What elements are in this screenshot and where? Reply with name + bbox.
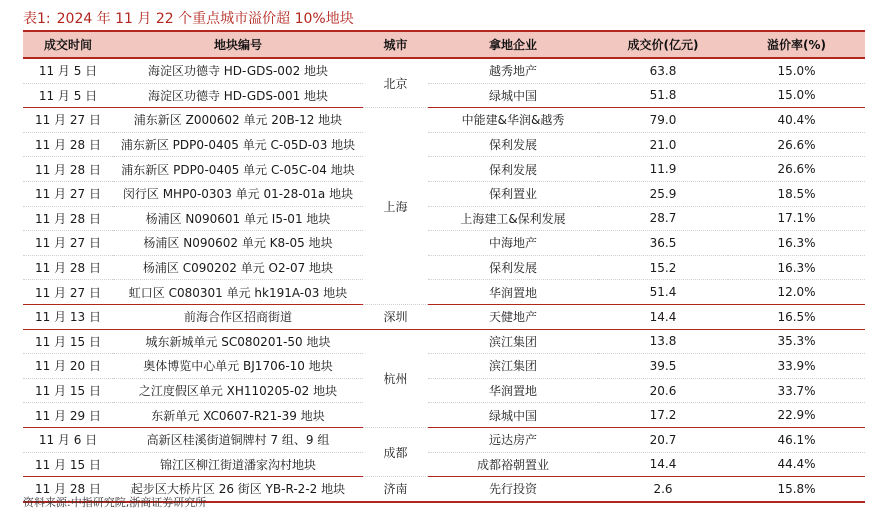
cell-company: 华润置地 (428, 280, 598, 305)
cell-plot: 杨浦区 N090602 单元 K8-05 地块 (113, 231, 363, 256)
table-row (23, 403, 865, 428)
header-price: 成交价(亿元) (598, 32, 728, 58)
cell-date: 11 月 27 日 (23, 108, 113, 133)
cell-price: 79.0 (598, 108, 728, 133)
cell-premium: 18.5% (728, 181, 865, 206)
cell-company: 保利发展 (428, 132, 598, 157)
cell-date: 11 月 13 日 (23, 304, 113, 329)
cell-plot: 浦东新区 Z000602 单元 20B-12 地块 (113, 108, 363, 133)
cell-city: 北京 (363, 58, 428, 108)
table-row (23, 108, 865, 133)
cell-city: 成都 (363, 427, 428, 476)
cell-plot: 城东新城单元 SC080201-50 地块 (113, 329, 363, 354)
cell-plot: 高新区桂溪街道铜牌村 7 组、9 组 (113, 427, 363, 452)
cell-premium: 26.6% (728, 132, 865, 157)
cell-price: 28.7 (598, 206, 728, 231)
cell-price: 36.5 (598, 231, 728, 256)
caption-label: 表1: (23, 11, 51, 27)
cell-price: 14.4 (598, 452, 728, 477)
cell-premium: 16.3% (728, 231, 865, 256)
cell-price: 39.5 (598, 354, 728, 379)
table-row (23, 58, 865, 83)
header-premium: 溢价率(%) (728, 32, 865, 58)
cell-plot: 虹口区 C080301 单元 hk191A-03 地块 (113, 280, 363, 305)
land-deals-table (23, 32, 865, 503)
cell-price: 14.4 (598, 304, 728, 329)
cell-price: 51.4 (598, 280, 728, 305)
cell-date: 11 月 5 日 (23, 58, 113, 83)
cell-date: 11 月 6 日 (23, 427, 113, 452)
cell-premium: 33.7% (728, 378, 865, 403)
cell-company: 中能建&华润&越秀 (428, 108, 598, 133)
cell-plot: 起步区大桥片区 26 街区 YB-R-2-2 地块 (113, 477, 363, 502)
table-row (23, 378, 865, 403)
header-row (23, 32, 865, 58)
table-row (23, 329, 865, 354)
cell-price: 25.9 (598, 181, 728, 206)
cell-company: 保利发展 (428, 255, 598, 280)
cell-date: 11 月 29 日 (23, 403, 113, 428)
cell-premium: 16.5% (728, 304, 865, 329)
table-row (23, 427, 865, 452)
table-caption (23, 8, 354, 28)
cell-premium: 33.9% (728, 354, 865, 379)
cell-city: 济南 (363, 477, 428, 502)
cell-price: 11.9 (598, 157, 728, 182)
cell-premium: 22.9% (728, 403, 865, 428)
cell-premium: 44.4% (728, 452, 865, 477)
cell-date: 11 月 20 日 (23, 354, 113, 379)
cell-plot: 浦东新区 PDP0-0405 单元 C-05D-03 地块 (113, 132, 363, 157)
cell-city: 深圳 (363, 304, 428, 329)
cell-city: 上海 (363, 108, 428, 305)
cell-plot: 之江度假区单元 XH110205-02 地块 (113, 378, 363, 403)
cell-premium: 15.8% (728, 477, 865, 502)
cell-plot: 海淀区功德寺 HD-GDS-002 地块 (113, 58, 363, 83)
cell-date: 11 月 28 日 (23, 255, 113, 280)
cell-premium: 15.0% (728, 58, 865, 83)
cell-premium: 12.0% (728, 280, 865, 305)
cell-date: 11 月 15 日 (23, 452, 113, 477)
cell-city: 杭州 (363, 329, 428, 427)
cell-company: 绿城中国 (428, 403, 598, 428)
cell-company: 中海地产 (428, 231, 598, 256)
cell-price: 20.6 (598, 378, 728, 403)
table-row (23, 181, 865, 206)
cell-date: 11 月 28 日 (23, 132, 113, 157)
cell-date: 11 月 28 日 (23, 157, 113, 182)
cell-plot: 浦东新区 PDP0-0405 单元 C-05C-04 地块 (113, 157, 363, 182)
cell-date: 11 月 15 日 (23, 378, 113, 403)
cell-company: 滨江集团 (428, 354, 598, 379)
cell-date: 11 月 27 日 (23, 181, 113, 206)
cell-date: 11 月 15 日 (23, 329, 113, 354)
cell-company: 先行投资 (428, 477, 598, 502)
cell-plot: 锦江区柳江街道潘家沟村地块 (113, 452, 363, 477)
cell-premium: 40.4% (728, 108, 865, 133)
table-row (23, 452, 865, 477)
table-row (23, 206, 865, 231)
cell-company: 华润置地 (428, 378, 598, 403)
cell-company: 远达房产 (428, 427, 598, 452)
cell-price: 2.6 (598, 477, 728, 502)
cell-company: 天健地产 (428, 304, 598, 329)
cell-plot: 杨浦区 N090601 单元 I5-01 地块 (113, 206, 363, 231)
table-row (23, 231, 865, 256)
cell-price: 63.8 (598, 58, 728, 83)
header-date: 成交时间 (23, 32, 113, 58)
header-company: 拿地企业 (428, 32, 598, 58)
cell-plot: 东新单元 XC0607-R21-39 地块 (113, 403, 363, 428)
table-row (23, 255, 865, 280)
header-city: 城市 (363, 32, 428, 58)
cell-price: 20.7 (598, 427, 728, 452)
cell-plot: 杨浦区 C090202 单元 O2-07 地块 (113, 255, 363, 280)
cell-price: 21.0 (598, 132, 728, 157)
cell-date: 11 月 28 日 (23, 477, 113, 502)
cell-company: 越秀地产 (428, 58, 598, 83)
caption-title: 2024 年 11 月 22 个重点城市溢价超 10%地块 (56, 11, 354, 27)
cell-plot: 奥体博览中心单元 BJ1706-10 地块 (113, 354, 363, 379)
table-row (23, 354, 865, 379)
cell-company: 成都裕朝置业 (428, 452, 598, 477)
cell-company: 滨江集团 (428, 329, 598, 354)
table-row (23, 304, 865, 329)
cell-date: 11 月 28 日 (23, 206, 113, 231)
cell-date: 11 月 27 日 (23, 280, 113, 305)
cell-premium: 15.0% (728, 83, 865, 108)
source-note: 资料来源:中指研究院,浙商证券研究所 (23, 496, 207, 509)
cell-price: 51.8 (598, 83, 728, 108)
cell-price: 17.2 (598, 403, 728, 428)
cell-date: 11 月 27 日 (23, 231, 113, 256)
cell-price: 13.8 (598, 329, 728, 354)
header-plot: 地块编号 (113, 32, 363, 58)
cell-company: 上海建工&保利发展 (428, 206, 598, 231)
cell-premium: 26.6% (728, 157, 865, 182)
cell-company: 绿城中国 (428, 83, 598, 108)
cell-price: 15.2 (598, 255, 728, 280)
cell-premium: 35.3% (728, 329, 865, 354)
cell-date: 11 月 5 日 (23, 83, 113, 108)
cell-plot: 前海合作区招商街道 (113, 304, 363, 329)
table-row (23, 157, 865, 182)
table-row (23, 83, 865, 108)
cell-company: 保利发展 (428, 157, 598, 182)
table-row (23, 132, 865, 157)
cell-premium: 17.1% (728, 206, 865, 231)
table-body (23, 58, 865, 502)
cell-plot: 闵行区 MHP0-0303 单元 01-28-01a 地块 (113, 181, 363, 206)
cell-company: 保利置业 (428, 181, 598, 206)
table-row (23, 280, 865, 305)
cell-plot: 海淀区功德寺 HD-GDS-001 地块 (113, 83, 363, 108)
cell-premium: 46.1% (728, 427, 865, 452)
cell-premium: 16.3% (728, 255, 865, 280)
